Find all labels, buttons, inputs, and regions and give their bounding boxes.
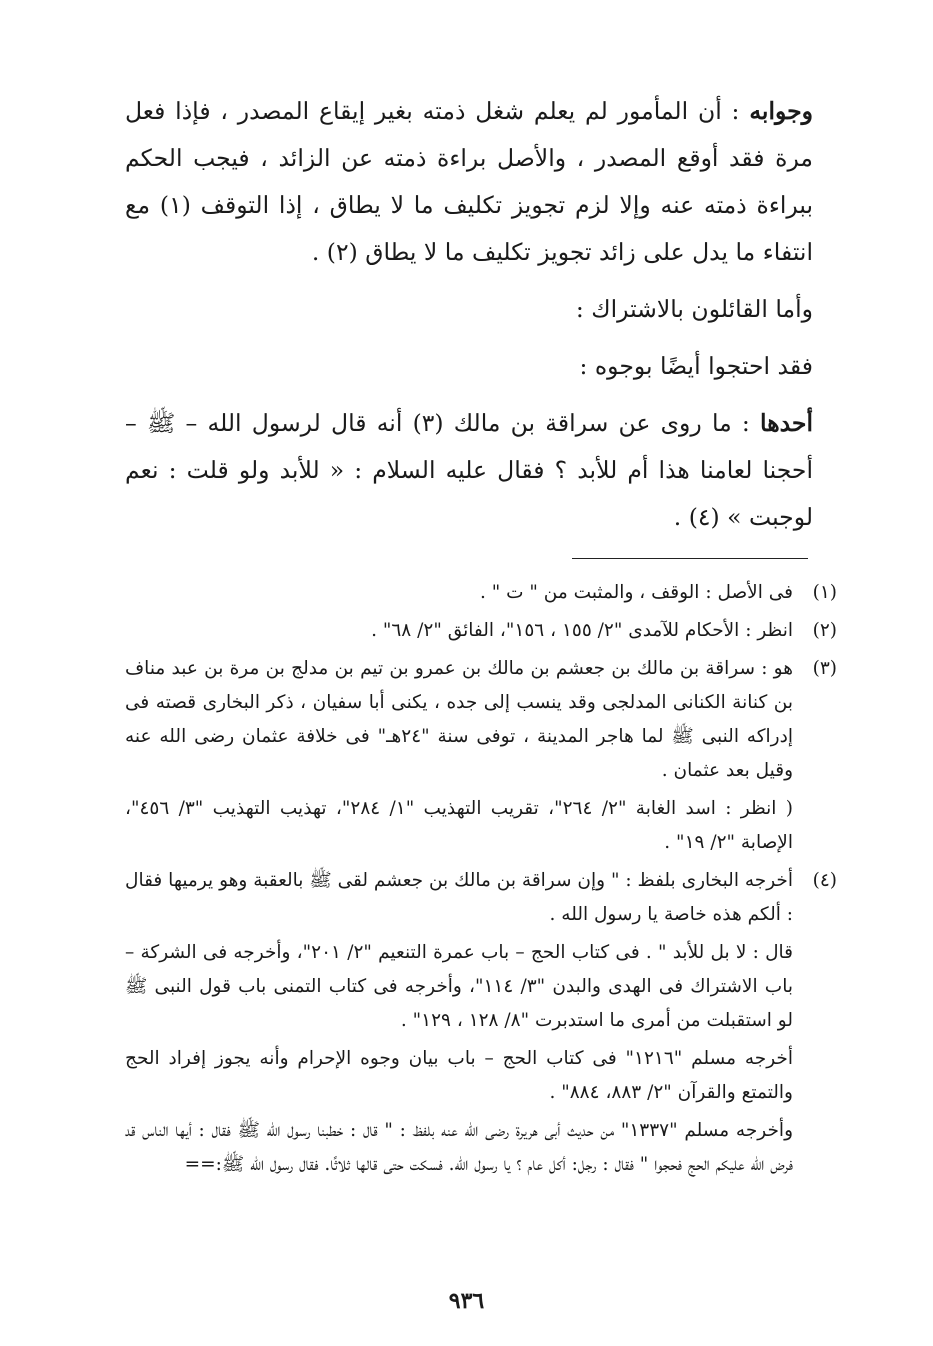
footnote-body	[125, 652, 793, 860]
paragraph-arguments-intro: فقد احتجوا أيضًا بوجوه :	[579, 352, 813, 380]
footnote	[125, 576, 837, 610]
footnote-text: انظر : الأحكام للآمدى "٢/ ١٥٥ ، ١٥٦"، الفائق "٢/ ٦٨" .	[371, 620, 793, 641]
footnote-number: (٢)	[812, 620, 837, 641]
footnote	[125, 652, 837, 860]
footnote-text: فى الأصل : الوقف ، والمثبت من " ت " .	[479, 582, 793, 603]
paragraph-lead: وجوابه	[749, 97, 813, 125]
footnote-body	[125, 864, 793, 1182]
footnote	[125, 614, 837, 648]
footnote-number: (٣)	[812, 658, 837, 679]
paragraph-text: : أن المأمور لم يعلم شغل ذمته بغير إيقاع المصدر ، فإذا فعل مرة فقد أوقع المصدر ، والأصل براءة ذمته عن الزائد ، فيجب الحكم ببراءة ذمته عنه وإلا لزم تجويز تكليف ما لا يطاق ، إذا التوقف (١) مع انتفاء ما يدل على زائد تجويز تكليف ما لا يطاق (٢) .	[125, 97, 814, 266]
paragraph-lead: أحدها	[760, 409, 813, 437]
main-text	[125, 88, 837, 541]
paragraph-first-argument	[125, 400, 837, 541]
page-number: ٩٣٦	[448, 1288, 485, 1314]
footnote-text: ( انظر : اسد الغابة "٢/ ٢٦٤"، تقريب التهذيب "١/ ٢٨٤"، تهذيب التهذيب "٣/ ٤٥٦"، الإصابة "٢/ ١٩" .	[125, 798, 793, 853]
footnote-text: وأخرجه مسلم "١٣٣٧" من حديث أبى هريرة رضى الله عنه بلفظ : " قال : خطبنا رسول الله ﷺ فقال : أيها الناس قد فرض الله عليكم الحج فحجوا " فقال : رجل: أكل عام ؟ يا رسول الله. فسكت حتى قالها ثلاثًا. فقال رسول الله ﷺ:==	[125, 1120, 793, 1175]
footnotes	[125, 576, 837, 1186]
footnote	[125, 864, 837, 1182]
footnote-number: (٤)	[812, 870, 837, 891]
footnote-body	[125, 576, 793, 610]
paragraph-shared-meaning-heading: وأما القائلون بالاشتراك :	[575, 295, 813, 323]
footnote-text: هو : سراقة بن مالك بن جعشم بن مالك بن عمرو بن تيم بن مدلج بن مرة بن عبد مناف بن كنانة الكنانى المدلجى وقد ينسب إلى جده ، يكنى أبا سفيان ، ذكر البخارى قصته فى إدراكه النبى ﷺ لما هاجر المدينة ، توفى سنة "٢٤هـ" فى خلافة عثمان رضى الله عنه وقيل بعد عثمان .	[125, 658, 793, 781]
footnote-body	[125, 614, 793, 648]
footnote-divider	[572, 558, 808, 559]
footnote-text: أخرجه مسلم "١٢١٦" فى كتاب الحج – باب بيان وجوه الإحرام وأنه يجوز إفراد الحج والتمتع والقرآن "٢/ ٨٨٣، ٨٨٤" .	[125, 1048, 793, 1103]
paragraph-text: : ما روى عن سراقة بن مالك (٣) أنه قال لرسول الله – ﷺ – أحجنا لعامنا هذا أم للأبد ؟ فقال عليه السلام : « للأبد ولو قلت : نعم لوجبت » (٤) .	[125, 409, 813, 531]
footnote-number: (١)	[812, 582, 837, 603]
paragraph-answer	[125, 88, 837, 276]
footnote-text: قال : لا بل للأبد " . فى كتاب الحج – باب عمرة التنعيم "٢/ ٢٠١"، وأخرجه فى الشركة – باب الاشتراك فى الهدى والبدن "٣/ ١١٤"، وأخرجه فى كتاب التمنى باب قول النبى ﷺ لو استقبلت من أمرى ما استدبرت "٨/ ١٢٨ ، ١٢٩" .	[125, 942, 793, 1031]
footnote-text: أخرجه البخارى بلفظ : " وإن سراقة بن مالك بن جعشم لقى ﷺ بالعقبة وهو يرميها فقال : ألكم هذه خاصة يا رسول الله .	[125, 870, 793, 925]
